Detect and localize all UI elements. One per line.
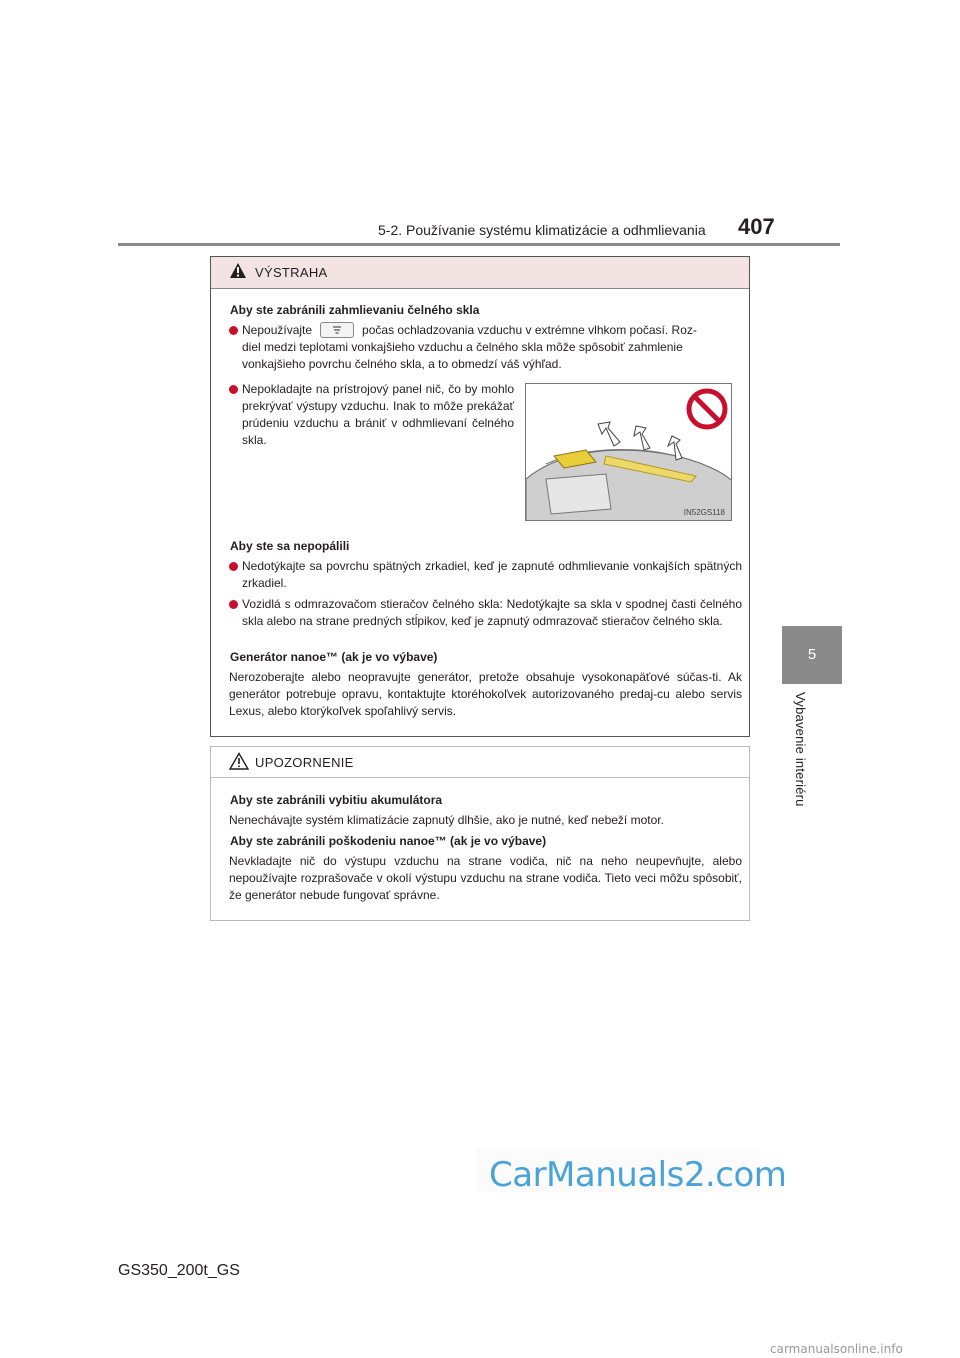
- bullet-dot: [229, 326, 238, 335]
- prohibited-icon: [689, 391, 725, 427]
- bullet-dot: [229, 600, 238, 609]
- header-divider: [118, 243, 840, 246]
- warning-title: VÝSTRAHA: [255, 265, 328, 280]
- caution-heading-battery: Aby ste zabránili vybitiu akumulátora: [230, 793, 443, 807]
- warning-header: [211, 257, 749, 289]
- chapter-tab: 5: [782, 626, 842, 684]
- battery-caution-text: Nenechávajte systém klimatizácie zapnutý dlhšie, ako je nutné, keď nebeží motor.: [229, 813, 664, 827]
- warning-triangle-icon: [229, 262, 247, 279]
- bullet-dot: [229, 385, 238, 394]
- warning-heading-nanoe: Generátor nanoe™ (ak je vo výbave): [230, 650, 438, 664]
- site-watermark: carmanualsonline.info: [770, 1342, 903, 1356]
- bullet-mirrors: Nedotýkajte sa povrchu spätných zrkadiel, keď je zapnuté odhmlievanie vonkajších spätných zrkadiel.: [242, 558, 742, 592]
- warning-heading-burns: Aby ste sa nepopálili: [230, 539, 350, 553]
- windshield-airflow-button-icon: [320, 322, 354, 338]
- caution-title: UPOZORNENIE: [255, 755, 354, 770]
- warning-heading-fogging: Aby ste zabránili zahmlievaniu čelného skla: [230, 303, 480, 317]
- dashboard-drawing: [526, 384, 732, 521]
- caution-heading-nanoe: Aby ste zabránili poškodeniu nanoe™ (ak je vo výbave): [230, 834, 547, 848]
- section-title: 5-2. Používanie systému klimatizácie a odhmlievania: [378, 222, 706, 238]
- chapter-label: Vybavenie interiéru: [793, 692, 808, 807]
- page-number: 407: [738, 214, 775, 239]
- nanoe-caution-text: Nevkladajte nič do výstupu vzduchu na strane vodiča, nič na neho neupevňujte, alebo nepoužívajte rozprašovače v okolí výstupu vzduchu na strane vodiča. Tieto veci môžu spôsobiť, že generátor nebude fungovať správne.: [229, 854, 742, 902]
- bullet-wiper-deicer: Vozidlá s odmrazovačom stieračov čelného skla: Nedotýkajte sa skla v spodnej časti čelného skla alebo na strane predných stĺpikov, keď je zapnutý odmrazovač stieračov čelného skla.: [242, 596, 742, 630]
- model-code: GS350_200t_GS: [118, 1262, 240, 1279]
- bullet-no-defog-button: Nepoužívajte počas ochladzovania vzduchu v extrémne vlhkom počasí. Roz- diel medzi teplotami vonkajšieho vzduchu a čelného skla môže spôsobiť zahmlenie vonkajšieho povrchu čelného skla, a to obmedzí váš výhľad.: [242, 322, 742, 373]
- bullet-dot: [229, 562, 238, 571]
- dashboard-illustration: [525, 383, 732, 521]
- bullet-dashboard-objects: Nepokladajte na prístrojový panel nič, čo by mohlo prekrývať výstupy vzduchu. Inak to môže prekážať prúdeniu vzduchu a brániť v odhmlievaní čelného skla.: [242, 381, 514, 449]
- figure-code: IN52GS118: [683, 508, 725, 517]
- caution-header: [211, 747, 749, 778]
- watermark-text: CarManuals2.com: [489, 1155, 787, 1195]
- nanoe-warning-text: Nerozoberajte alebo neopravujte generátor, pretože obsahuje vysokonapäťové súčas-ti. Ak generátor potrebuje opravu, kontaktujte ktoréhokoľvek autorizovaného predaj-cu alebo servis Lexus, alebo ktorýkoľvek spoľahlivý servis.: [229, 670, 742, 718]
- caution-triangle-icon: [229, 752, 249, 770]
